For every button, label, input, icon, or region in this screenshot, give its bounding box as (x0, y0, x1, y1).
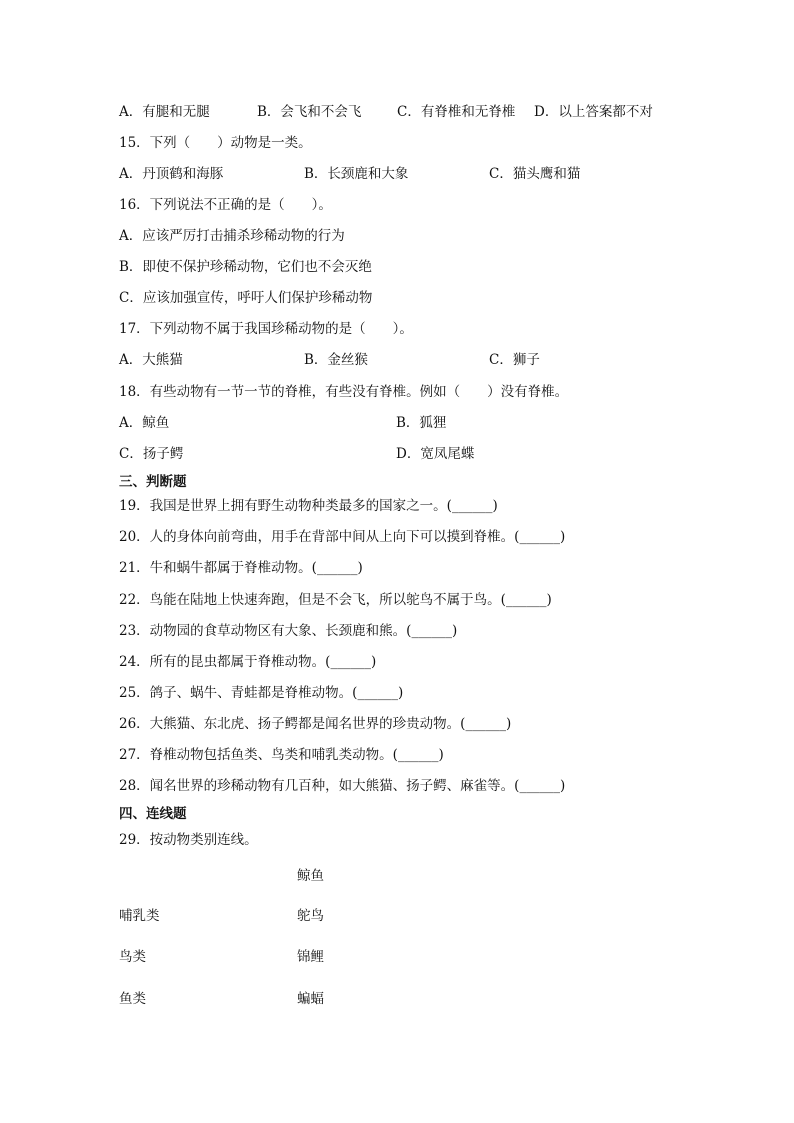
q16-stem: 16．下列说法不正确的是（ ）。 (119, 197, 332, 213)
q18-stem: 18．有些动物有一节一节的脊椎，有些没有脊椎。例如（ ）没有脊椎。 (119, 384, 569, 400)
judgment-26: 26．大熊猫、东北虎、扬子鳄都是闻名世界的珍贵动物。(______) (119, 716, 512, 732)
q17-option-b[interactable]: B．金丝猴 (304, 352, 368, 368)
judgment-25: 25．鸽子、蜗牛、青蛙都是脊椎动物。(______) (119, 685, 404, 701)
judgment-22: 22．鸟能在陆地上快速奔跑，但是不会飞，所以鸵鸟不属于鸟。(______) (119, 592, 552, 608)
category-item[interactable]: 哺乳类 (119, 908, 160, 924)
animal-item[interactable]: 鲸鱼 (297, 868, 324, 884)
q16-option-a[interactable]: A．应该严厉打击捕杀珍稀动物的行为 (119, 228, 345, 244)
q14-option-a[interactable]: A．有腿和无腿 (119, 104, 210, 120)
animal-item[interactable]: 锦鲤 (297, 949, 324, 965)
q17-option-a[interactable]: A．大熊猫 (119, 352, 183, 368)
judgment-19: 19．我国是世界上拥有野生动物种类最多的国家之一。(______) (119, 498, 498, 514)
q15-option-a[interactable]: A．丹顶鹤和海豚 (119, 166, 224, 182)
q18-option-a[interactable]: A．鲸鱼 (119, 415, 170, 431)
q18-option-b[interactable]: B．狐狸 (396, 415, 447, 431)
section-3-title: 三、判断题 (119, 474, 187, 490)
q17-stem: 17．下列动物不属于我国珍稀动物的是（ ）。 (119, 321, 413, 337)
q29-stem: 29．按动物类别连线。 (119, 832, 258, 848)
q16-option-b[interactable]: B．即使不保护珍稀动物，它们也不会灭绝 (119, 259, 372, 275)
category-item[interactable]: 鱼类 (119, 991, 146, 1007)
q14-option-c[interactable]: C．有脊椎和无脊椎 (397, 104, 516, 120)
q14-option-d[interactable]: D．以上答案都不对 (534, 104, 653, 120)
judgment-24: 24．所有的昆虫都属于脊椎动物。(______) (119, 654, 377, 670)
animal-item[interactable]: 鸵鸟 (297, 908, 324, 924)
q14-option-b[interactable]: B．会飞和不会飞 (257, 104, 362, 120)
judgment-28: 28．闻名世界的珍稀动物有几百种，如大熊猫、扬子鳄、麻雀等。(______) (119, 778, 566, 794)
q15-option-c[interactable]: C．猫头鹰和猫 (489, 166, 581, 182)
judgment-20: 20．人的身体向前弯曲，用手在背部中间从上向下可以摸到脊椎。(______) (119, 529, 566, 545)
judgment-23: 23．动物园的食草动物区有大象、长颈鹿和熊。(______) (119, 623, 458, 639)
judgment-21: 21．牛和蜗牛都属于脊椎动物。(______) (119, 560, 363, 576)
q18-option-c[interactable]: C．扬子鳄 (119, 446, 184, 462)
category-item[interactable]: 鸟类 (119, 949, 146, 965)
q18-option-d[interactable]: D．宽凤尾蝶 (396, 446, 475, 462)
judgment-27: 27．脊椎动物包括鱼类、鸟类和哺乳类动物。(______) (119, 747, 444, 763)
animal-item[interactable]: 蝙蝠 (297, 991, 324, 1007)
q15-option-b[interactable]: B．长颈鹿和大象 (304, 166, 409, 182)
q16-option-c[interactable]: C．应该加强宣传，呼吁人们保护珍稀动物 (119, 290, 373, 306)
q17-option-c[interactable]: C．狮子 (489, 352, 540, 368)
q15-stem: 15．下列（ ）动物是一类。 (119, 135, 312, 151)
section-4-title: 四、连线题 (119, 806, 187, 822)
